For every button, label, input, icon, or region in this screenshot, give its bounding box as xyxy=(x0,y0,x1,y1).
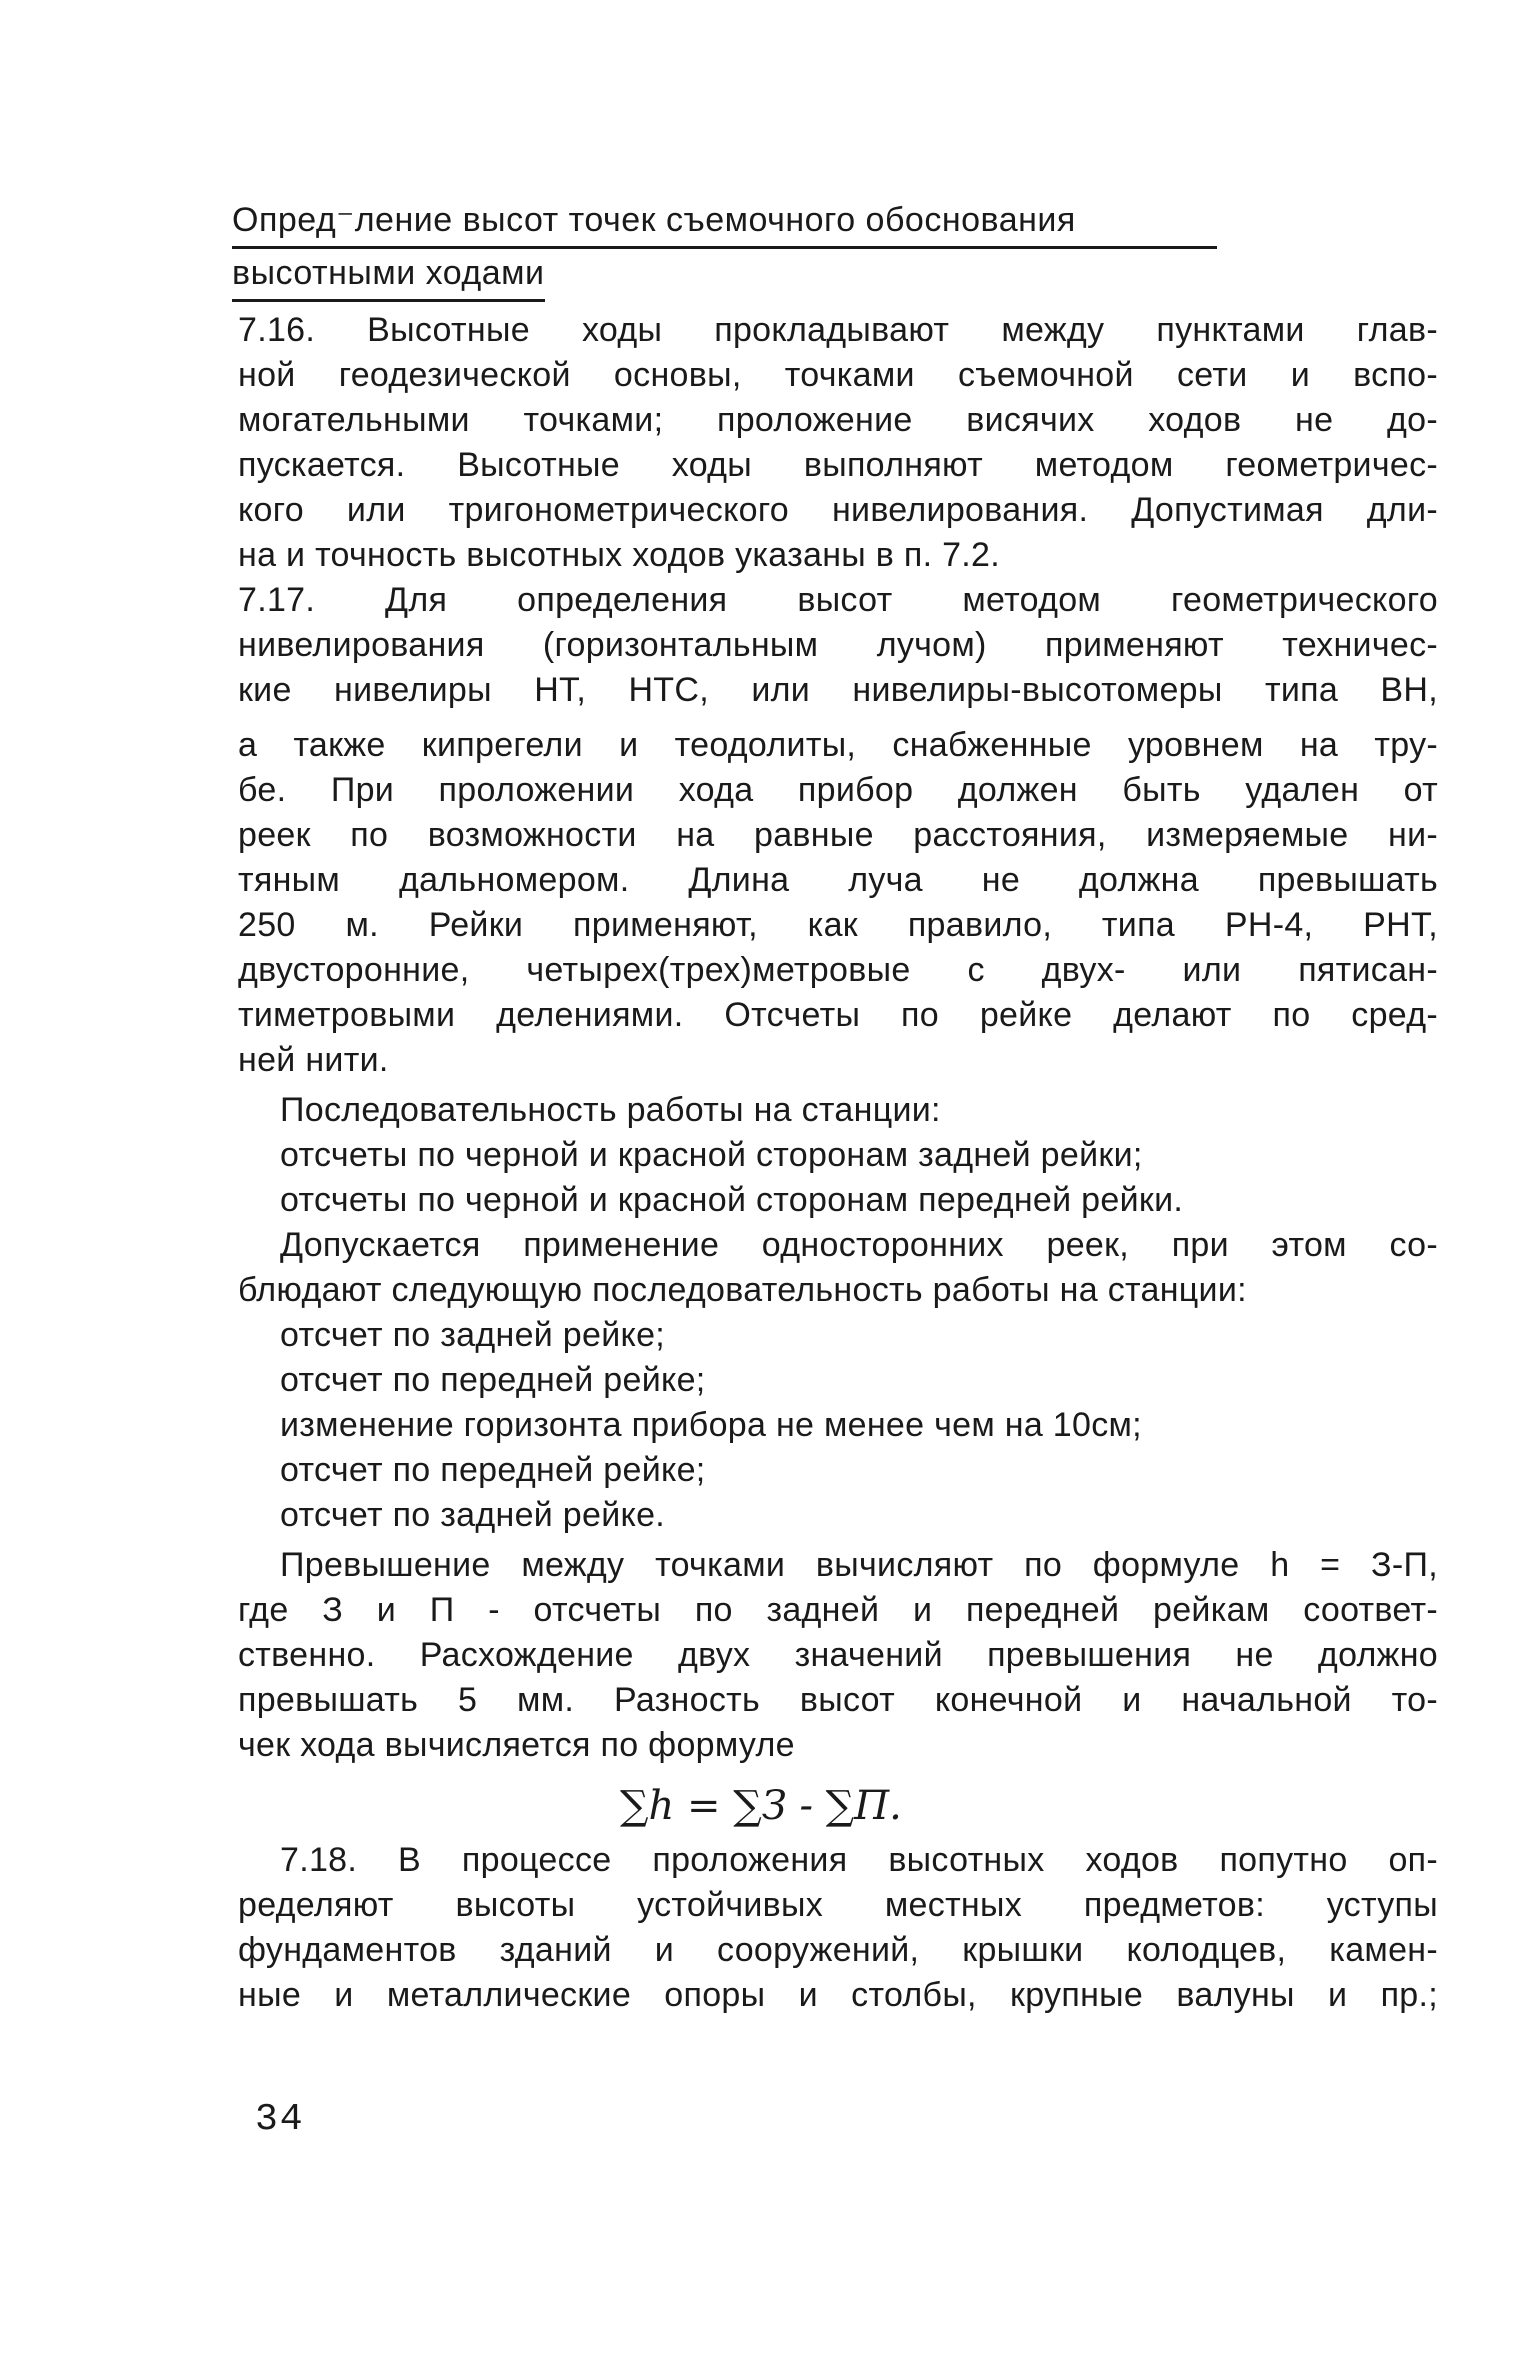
text-line: отсчет по задней рейке; xyxy=(280,1316,666,1354)
text-line: реек по возможности на равные расстояния, измеряемые ни- xyxy=(238,816,1438,854)
text-line: тиметровыми делениями. Отсчеты по рейке делают по сред- xyxy=(238,996,1438,1034)
text-line: могательными точками; проложение висячих ходов не до- xyxy=(238,401,1438,439)
text-line: нивелирования (горизонтальным лучом) применяют техничес- xyxy=(238,626,1438,664)
text-line: двусторонние, четырех(трех)метровые с двух- или пятисан- xyxy=(238,951,1438,989)
height-difference-formula: ∑h = ∑З - ∑П. xyxy=(620,1783,902,1829)
text-line: бе. При проложении хода прибор должен быть удален от xyxy=(238,771,1438,809)
section-heading-line-1: Опред⁻ление высот точек съемочного обоснования xyxy=(232,196,1217,249)
text-line: чек хода вычисляется по формуле xyxy=(238,1726,795,1764)
text-line: на и точность высотных ходов указаны в п. 7.2. xyxy=(238,536,1000,574)
section-heading-line-2: высотными ходами xyxy=(232,249,545,302)
text-line: ределяют высоты устойчивых местных предметов: уступы xyxy=(238,1886,1438,1924)
text-line: тяным дальномером. Длина луча не должна превышать xyxy=(238,861,1438,899)
text-line: Последовательность работы на станции: xyxy=(280,1091,941,1129)
text-line: 7.16. Высотные ходы прокладывают между пунктами глав- xyxy=(238,311,1438,349)
text-line: ственно. Расхождение двух значений превышения не должно xyxy=(238,1636,1438,1674)
text-line: где З и П - отсчеты по задней и передней рейкам соответ- xyxy=(238,1591,1438,1629)
text-line: превышать 5 мм. Разность высот конечной и начальной то- xyxy=(238,1681,1438,1719)
text-line: 7.17. Для определения высот методом геометрического xyxy=(238,581,1438,619)
text-line: 7.18. В процессе проложения высотных ходов попутно оп- xyxy=(280,1841,1438,1879)
text-line: отсчет по задней рейке. xyxy=(280,1496,666,1534)
text-line: кие нивелиры НТ, НТС, или нивелиры-высотомеры типа ВН, xyxy=(238,671,1438,709)
page-number: 34 xyxy=(255,2098,305,2141)
text-line: а также кипрегели и теодолиты, снабженные уровнем на тру- xyxy=(238,726,1438,764)
text-line: отсчет по передней рейке; xyxy=(280,1361,706,1399)
text-line: пускается. Высотные ходы выполняют методом геометричес- xyxy=(238,446,1438,484)
text-line: ней нити. xyxy=(238,1041,389,1079)
text-line: кого или тригонометрического нивелирования. Допустимая дли- xyxy=(238,491,1438,529)
section-heading xyxy=(232,196,1232,302)
text-line: Превышение между точками вычисляют по формуле h = З-П, xyxy=(280,1546,1438,1584)
text-line: ной геодезической основы, точками съемочной сети и вспо- xyxy=(238,356,1438,394)
text-line: 250 м. Рейки применяют, как правило, типа РН-4, РНТ, xyxy=(238,906,1438,944)
text-line: Допускается применение односторонних реек, при этом со- xyxy=(280,1226,1438,1264)
text-line: фундаментов зданий и сооружений, крышки колодцев, камен- xyxy=(238,1931,1438,1969)
text-line: отсчеты по черной и красной сторонам задней рейки; xyxy=(280,1136,1143,1174)
text-line: ные и металлические опоры и столбы, крупные валуны и пр.; xyxy=(238,1976,1438,2014)
text-line: блюдают следующую последовательность работы на станции: xyxy=(238,1271,1247,1309)
text-line: отсчет по передней рейке; xyxy=(280,1451,706,1489)
text-line: отсчеты по черной и красной сторонам передней рейки. xyxy=(280,1181,1184,1219)
text-line: изменение горизонта прибора не менее чем на 10см; xyxy=(280,1406,1142,1444)
